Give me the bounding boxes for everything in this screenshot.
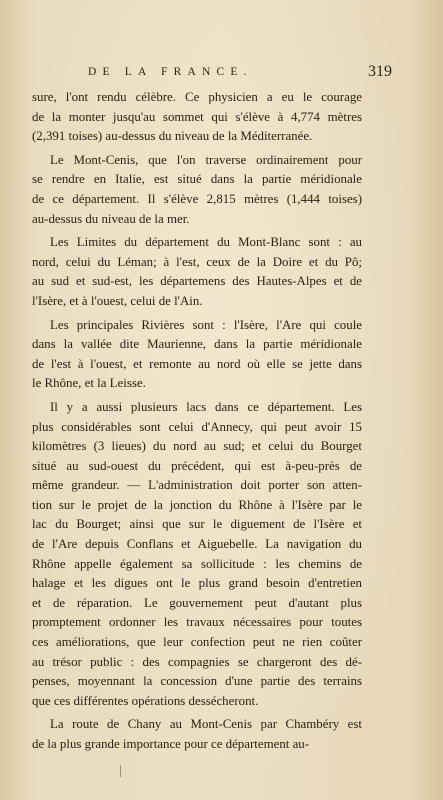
- text-line: au sud et sud-est, les départemens des Hautes-Alpes et de: [32, 274, 362, 289]
- text-line: promptement ordonner les travaux nécessaires pour toutes: [32, 615, 362, 630]
- running-title: DE LA FRANCE.: [88, 66, 253, 78]
- text-line: se rendre en Italie, est situé dans la partie méridionale: [32, 172, 362, 187]
- text-line: que ces différentes opérations dessécheront.: [32, 693, 259, 708]
- text-line: le Rhône, et la Leisse.: [32, 376, 146, 391]
- page-number: 319: [368, 63, 392, 80]
- page-header: [88, 63, 392, 86]
- paragraph: [32, 398, 362, 712]
- paragraph: [32, 151, 362, 229]
- text-line: plus considérables sont celui d'Annecy, qui peut avoir 15: [32, 419, 362, 434]
- text-line: penses, moyennant la concession d'une partie des terrains: [32, 674, 362, 689]
- text-line: Il y a aussi plusieurs lacs dans ce département. Les: [50, 399, 362, 414]
- text-line: sure, l'ont rendu célèbre. Ce physicien a eu le courage: [32, 90, 362, 104]
- text-line: et de réparation. Le gouvernement peut d'autant plus: [32, 595, 362, 610]
- text-line: au trésor public : des compagnies se chargeront des dé-: [32, 654, 362, 669]
- text-line: de ce département. Il s'élève 2,815 mètres (1,444 toises): [32, 191, 362, 206]
- text-line: kilomètres (3 lieues) du nord au sud; et celui du Bourget: [32, 439, 362, 454]
- text-line: nord, celui du Léman; à l'est, ceux de la Doire et du Pô;: [32, 254, 362, 269]
- text-line: l'Isère, et à l'ouest, celui de l'Ain.: [32, 293, 203, 308]
- text-line: Les principales Rivières sont : l'Isère, l'Are qui coule: [50, 317, 362, 332]
- text-line: halage et les digues ont le plus grand besoin d'entretien: [32, 576, 362, 591]
- text-line: situé au sud-ouest du précédent, qui est à-peu-près de: [32, 458, 362, 473]
- text-line: de l'Are depuis Conflans et Aiguebelle. La navigation du: [32, 537, 362, 552]
- paragraph: [32, 316, 362, 394]
- text-line: dans la vallée dite Maurienne, dans la partie méridionale: [32, 337, 362, 352]
- paragraph: [32, 715, 362, 754]
- body-text: [32, 88, 362, 759]
- text-line: (2,391 toises) au-dessus du niveau de la Méditerranée.: [32, 129, 313, 144]
- text-line: Les Limites du département du Mont-Blanc sont : au: [50, 235, 362, 250]
- paper-mark: [120, 765, 121, 777]
- paragraph: [32, 233, 362, 311]
- text-line: La route de Chany au Mont-Cenis par Chambéry est: [50, 717, 362, 732]
- text-line: tion sur le projet de la jonction du Rhône à l'Isère par le: [32, 497, 362, 512]
- text-line: de la monter jusqu'au sommet qui s'élève à 4,774 mètres: [32, 109, 362, 124]
- text-line: ces améliorations, que leur confection peut ne rien coûter: [32, 635, 362, 650]
- text-line: même grandeur. — L'administration doit porter son atten-: [32, 478, 362, 493]
- text-line: lac du Bourget; ainsi que sur le diguement de l'Isère et: [32, 517, 362, 532]
- text-line: Le Mont-Cenis, que l'on traverse ordinairement pour: [50, 152, 362, 167]
- paragraph: [32, 88, 362, 147]
- text-line: de l'est à l'ouest, et remonte au nord où elle se jette dans: [32, 356, 362, 371]
- text-line: de la plus grande importance pour ce département au-: [32, 737, 310, 751]
- text-line: Rhône appelle également sa sollicitude : les chemins de: [32, 556, 362, 571]
- text-line: au-dessus du niveau de la mer.: [32, 211, 190, 226]
